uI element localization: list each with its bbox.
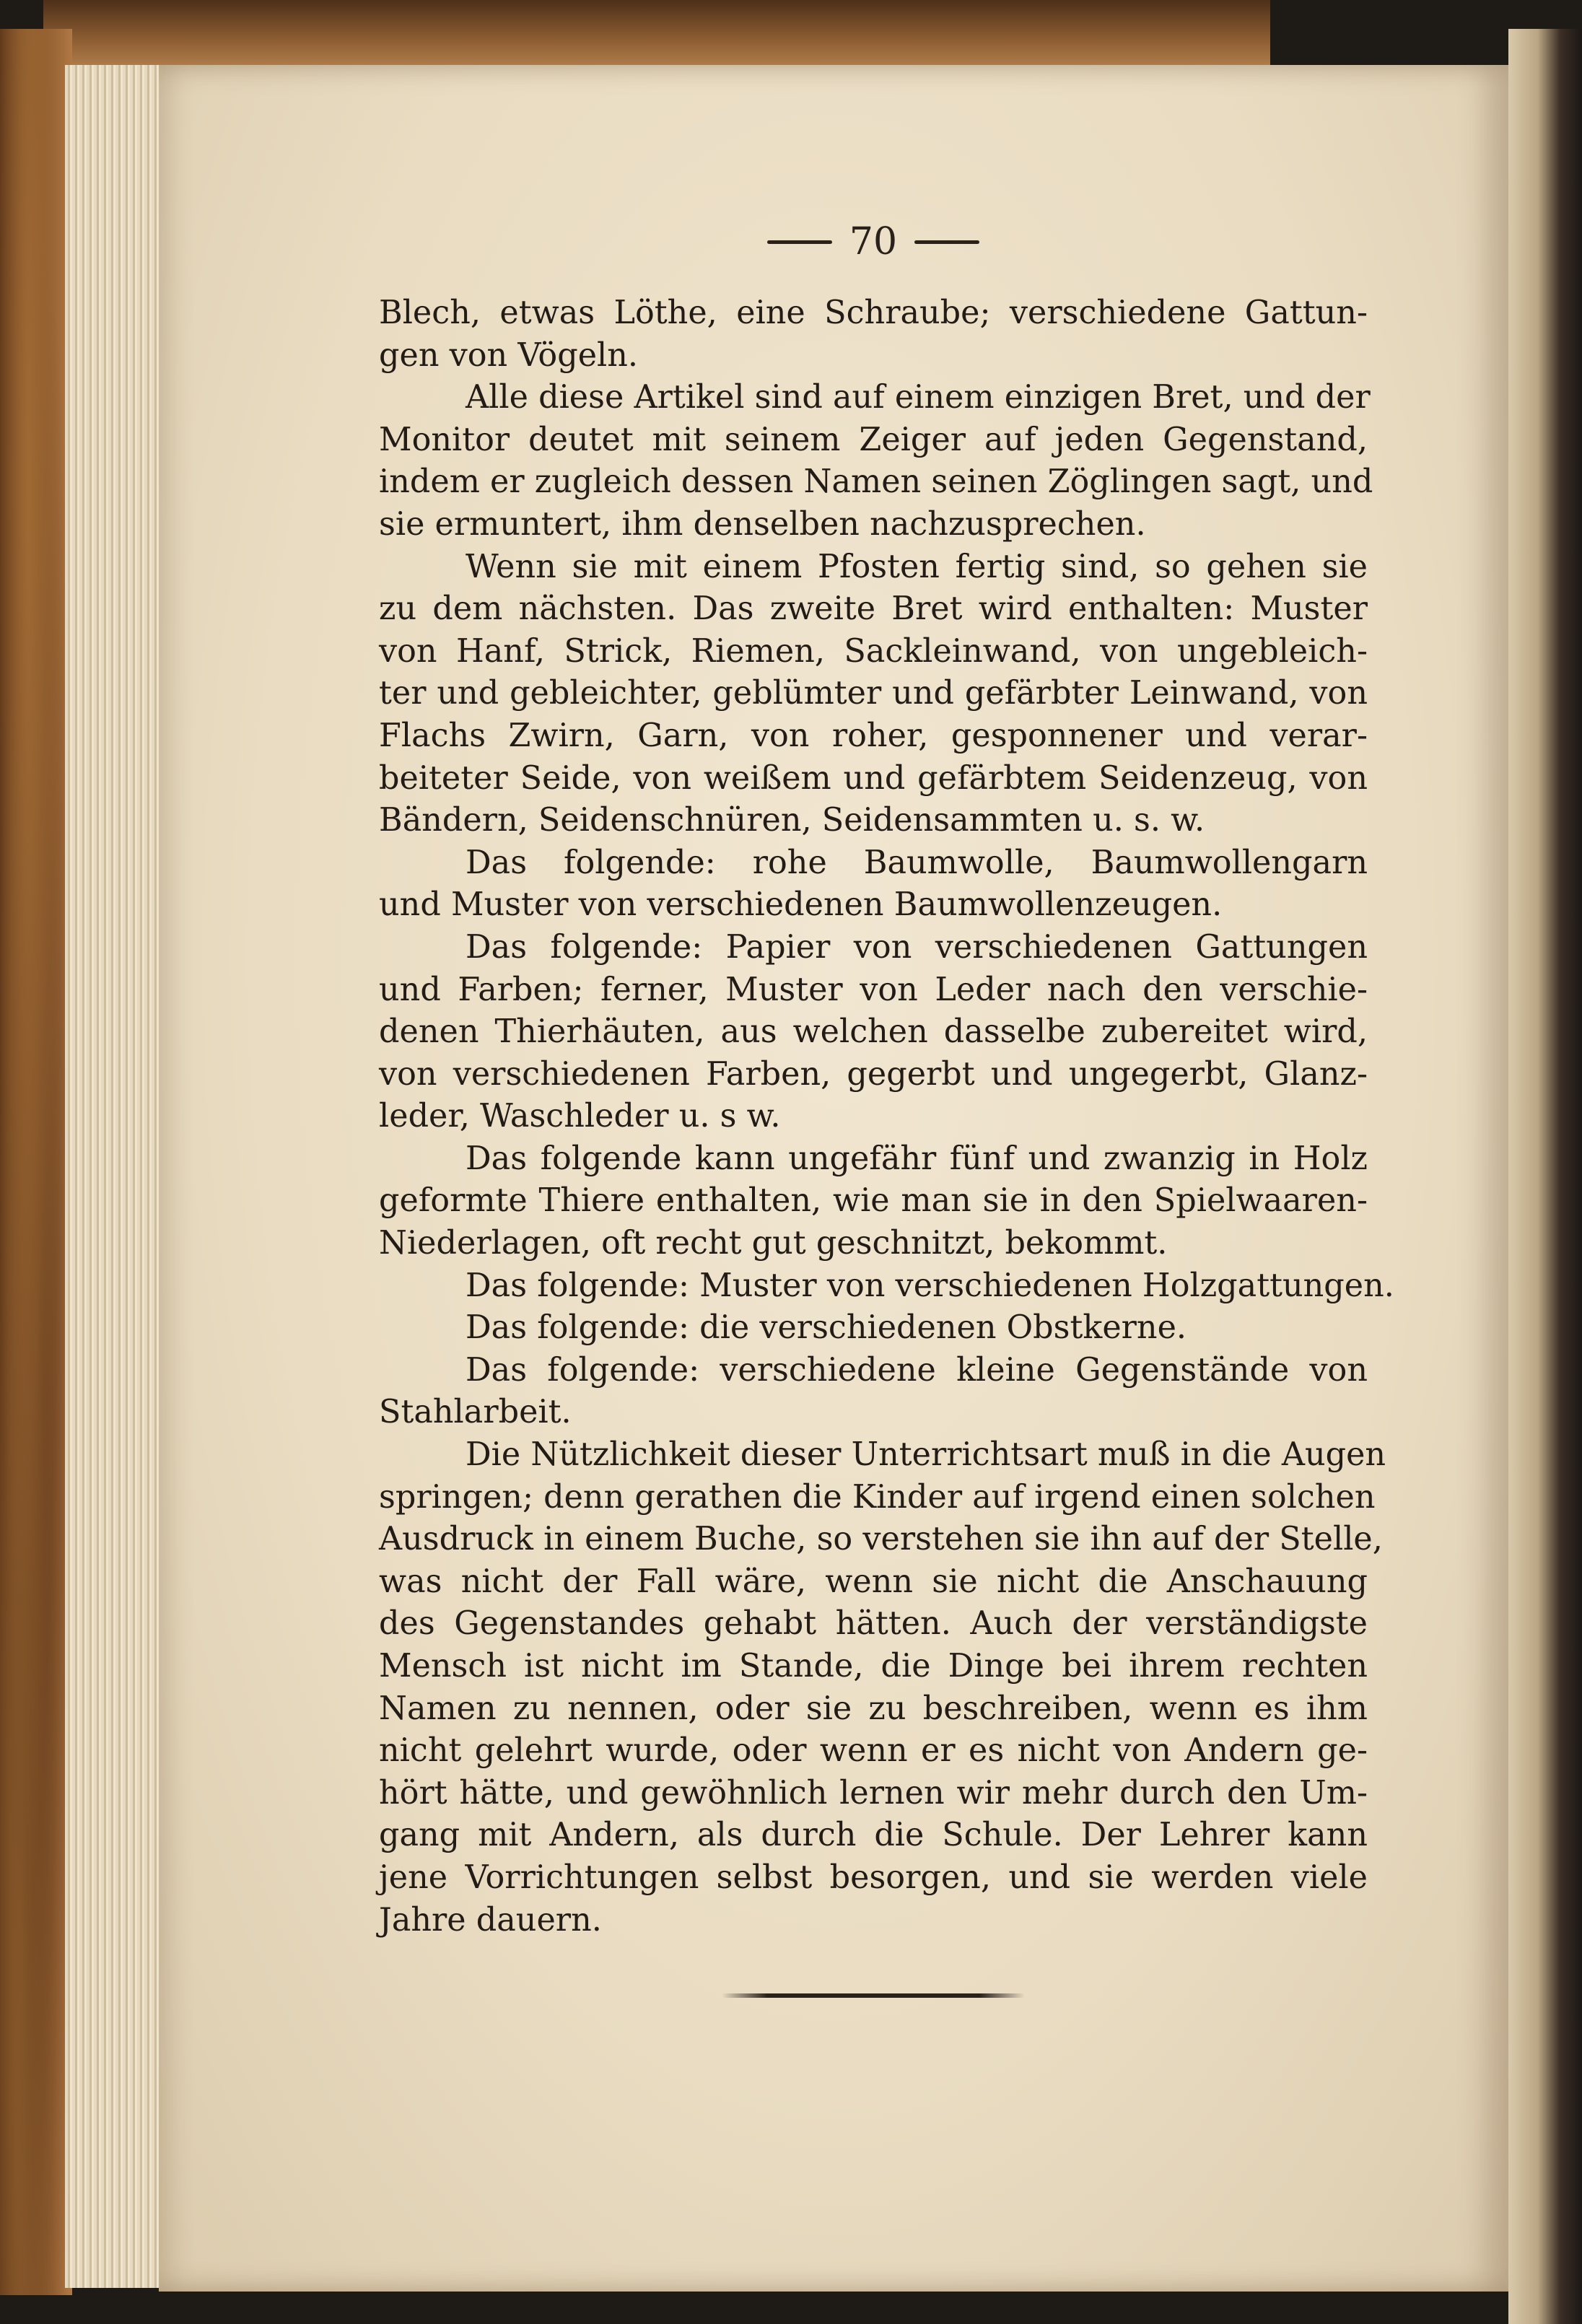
text-line: Das folgende: Papier von verschiedenen Gattungen <box>466 928 1368 966</box>
text-line: Monitor deutet mit seinem Zeiger auf jeden Gegenstand, <box>379 421 1368 458</box>
text-line: Namen zu nennen, oder sie zu beschreiben, wenn es ihm <box>379 1690 1368 1727</box>
text-line: jene Vorrichtungen selbst besorgen, und sie werden viele <box>379 1858 1368 1896</box>
text-line: zu dem nächsten. Das zweite Bret wird enthalten: Muster <box>379 590 1368 628</box>
text-line: Mensch ist nicht im Stande, die Dinge bei ihrem rechten <box>379 1648 1368 1685</box>
text-line: und Farben; ferner, Muster von Leder nach den verschie- <box>379 971 1368 1008</box>
text-line: ter und gebleichter, geblümter und gefärbter Leinwand, von <box>379 675 1368 712</box>
text-line: Jahre dauern. <box>379 1901 602 1939</box>
text-line: nicht gelehrt wurde, oder wenn er es nicht von Andern ge- <box>379 1732 1368 1770</box>
end-rule <box>722 1993 1025 1998</box>
text-line: Das folgende: verschiedene kleine Gegenstände von <box>466 1351 1368 1389</box>
text-line: Stahlarbeit. <box>379 1394 572 1431</box>
text-line: hört hätte, und gewöhnlich lernen wir mehr durch den Um- <box>379 1774 1368 1812</box>
page-number: 70 <box>849 220 898 263</box>
facing-page-edge <box>1508 29 1582 2324</box>
text-line: Das folgende: die verschiedenen Obstkerne. <box>466 1309 1187 1347</box>
text-line: indem er zugleich dessen Namen seinen Zöglingen sagt, und <box>379 463 1373 501</box>
text-line: gang mit Andern, als durch die Schule. Der Lehrer kann <box>379 1817 1368 1854</box>
text-line: geformte Thiere enthalten, wie man sie in den Spielwaaren- <box>379 1182 1368 1220</box>
text-line: des Gegenstandes gehabt hätten. Auch der verständigste <box>379 1605 1368 1643</box>
body-text <box>379 292 1394 1941</box>
text-line: Das folgende: rohe Baumwolle, Baumwollengarn <box>466 844 1368 881</box>
top-cover-edge <box>43 0 1270 69</box>
text-line: sie ermuntert, ihm denselben nachzusprechen. <box>379 505 1146 543</box>
text-line: gen von Vögeln. <box>379 336 639 374</box>
text-line: Das folgende: Muster von verschiedenen Holzgattungen. <box>466 1267 1394 1304</box>
header-dash-left <box>767 240 832 244</box>
text-line: denen Thierhäuten, aus welchen dasselbe zubereitet wird, <box>379 1013 1368 1051</box>
text-line: von Hanf, Strick, Riemen, Sackleinwand, von ungebleich- <box>379 632 1368 670</box>
page-header <box>729 217 1018 267</box>
header-dash-right <box>914 240 979 244</box>
text-line: leder, Waschleder u. s w. <box>379 1098 781 1135</box>
text-line: Wenn sie mit einem Pfosten fertig sind, so gehen sie <box>466 548 1368 585</box>
text-line: Flachs Zwirn, Garn, von roher, gesponnener und verar- <box>379 717 1368 754</box>
text-line: Bändern, Seidenschnüren, Seidensammten u. s. w. <box>379 802 1205 839</box>
text-line: Niederlagen, oft recht gut geschnitzt, bekommt. <box>379 1225 1168 1262</box>
page-stack-edge <box>65 65 166 2288</box>
text-line: springen; denn gerathen die Kinder auf irgend einen solchen <box>379 1478 1376 1516</box>
text-line: und Muster von verschiedenen Baumwollenzeugen. <box>379 886 1223 924</box>
marbled-cover <box>0 29 72 2295</box>
text-line: Ausdruck in einem Buche, so verstehen sie ihn auf der Stelle, <box>379 1521 1383 1558</box>
text-line: was nicht der Fall wäre, wenn sie nicht die Anschauung <box>379 1563 1368 1600</box>
text-line: beiteter Seide, von weißem und gefärbtem Seidenzeug, von <box>379 759 1368 797</box>
text-line: von verschiedenen Farben, gegerbt und ungegerbt, Glanz- <box>379 1055 1368 1093</box>
text-line: Alle diese Artikel sind auf einem einzigen Bret, und der <box>466 379 1371 416</box>
text-line: Die Nützlichkeit dieser Unterrichtsart muß in die Augen <box>466 1436 1386 1474</box>
text-line: Blech, etwas Löthe, eine Schraube; verschiedene Gattun- <box>379 294 1368 331</box>
text-line: Das folgende kann ungefähr fünf und zwanzig in Holz <box>466 1140 1368 1177</box>
